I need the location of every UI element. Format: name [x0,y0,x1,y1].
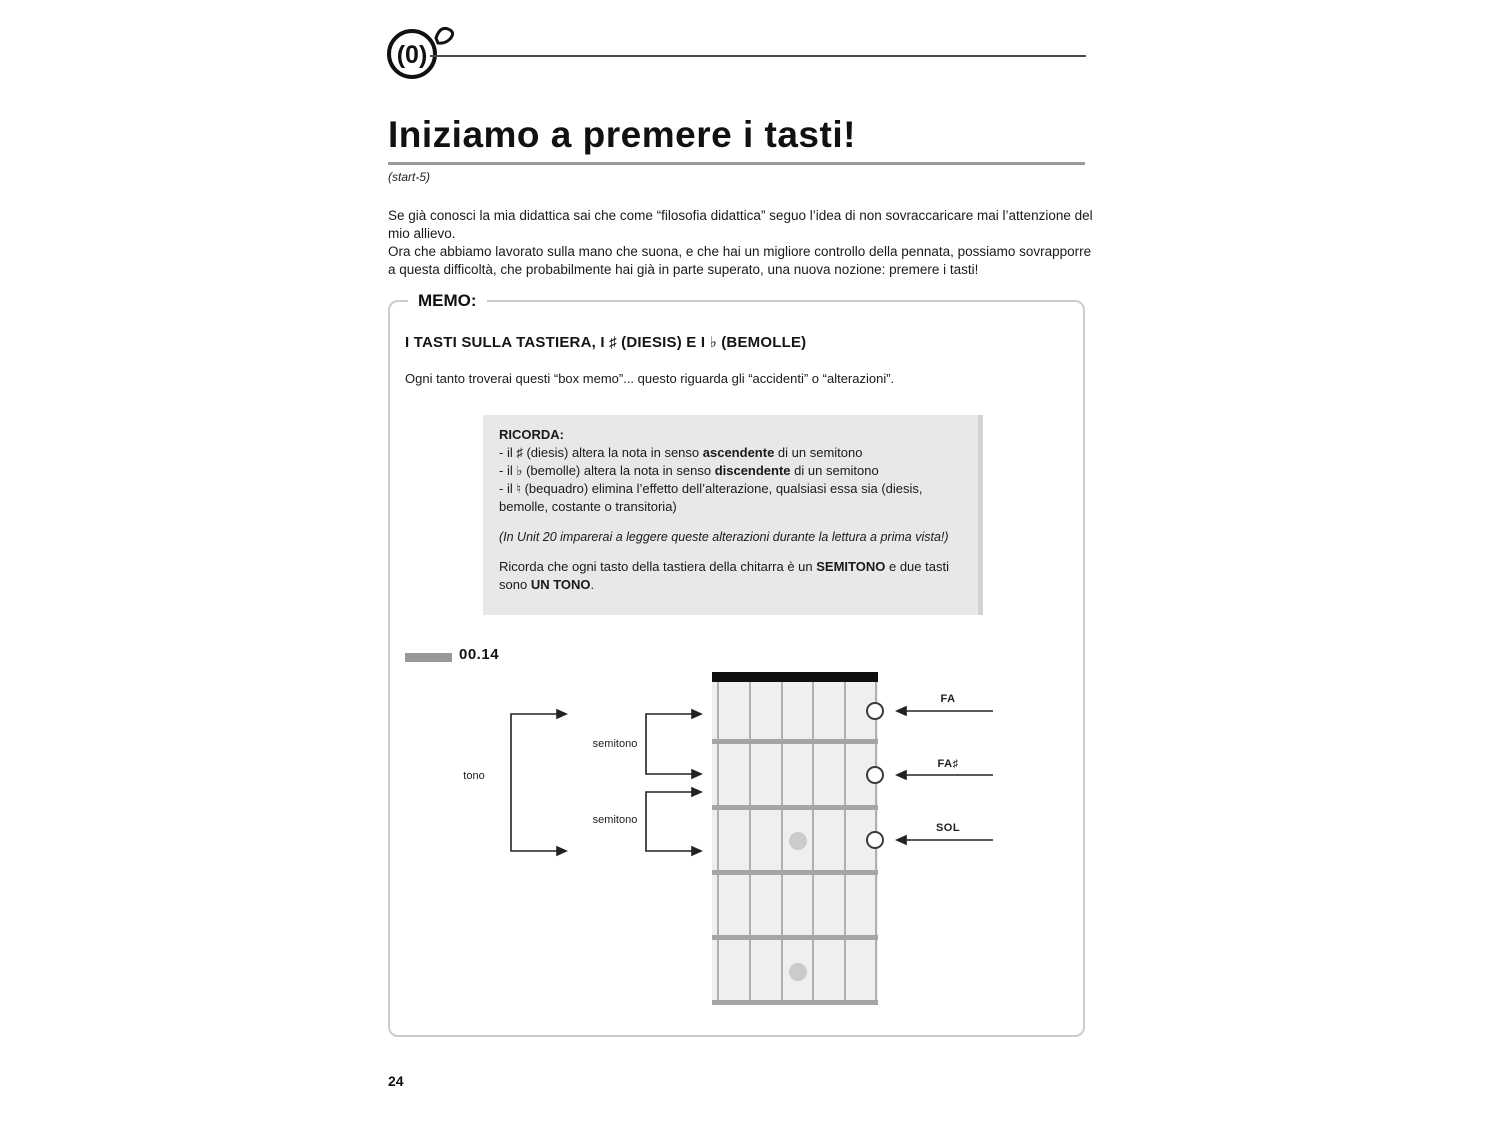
note-arrow-fa [897,707,993,715]
label-semitono-1: semitono [592,738,638,750]
intro-paragraph-1: Se già conosci la mia didattica sai che come “filosofia didattica” seguo l’idea di non sovraccaricare mai l’attenzione del mio allievo. [388,208,1093,241]
note-label-fa: FA [940,693,956,705]
ricorda-unit-note: (In Unit 20 imparerai a leggere queste alterazioni durante la lettura a prima vista!) [499,530,949,544]
track-marker-label: 00.14 [459,646,500,663]
note-marker-fa-sharp [867,767,883,783]
ricorda-closing: Ricorda che ogni tasto della tastiera della chitarra è un SEMITONO e due tasti sono UN TONO. [499,559,949,592]
ricorda-line-natural: - il ♮ (bequadro) elimina l’effetto dell’alterazione, qualsiasi essa sia (diesis, bemolle, costante o transitoria) [499,481,923,514]
ricorda-panel [483,415,983,615]
label-tono: tono [463,770,485,782]
ricorda-line-sharp: - il ♯ (diesis) altera la nota in senso ascendente di un semitono [499,445,863,460]
memo-box-label: MEMO: [408,291,487,311]
note-arrow-sol [897,836,993,844]
ricorda-line-flat: - il ♭ (bemolle) altera la nota in senso discendente di un semitono [499,463,879,478]
page-subtitle: (start-5) [388,170,430,184]
diagram-arrows [388,660,1088,1020]
guitar-logo-icon [384,22,468,82]
note-label-fa-sharp: FA♯ [937,758,959,770]
note-arrow-fa-sharp [897,771,993,779]
tone-bracket [511,710,566,855]
logo-text: (0) [396,41,428,69]
memo-intro-text: Ogni tanto troverai questi “box memo”... questo riguarda gli “accidenti” o “alterazioni”. [405,371,895,386]
intro-paragraphs [388,207,1093,279]
title-underline [388,162,1085,165]
intro-paragraph-2: Ora che abbiamo lavorato sulla mano che suona, e che hai un migliore controllo della pennata, possiamo sovrapporre a questa difficoltà, che probabilmente hai già in parte superato, una nuova nozione: premere i tasti! [388,244,1092,277]
semitone-bracket-1 [646,710,701,778]
note-label-sol: SOL [935,822,961,834]
label-semitono-2: semitono [592,814,638,826]
page-title: Iniziamo a premere i tasti! [388,114,856,155]
note-marker-sol [867,832,883,848]
ricorda-title: RICORDA: [499,427,564,442]
page-number: 24 [388,1073,404,1089]
semitone-bracket-2 [646,788,701,855]
memo-heading: I TASTI SULLA TASTIERA, I ♯ (DIESIS) E I ♭ (BEMOLLE) [405,334,807,351]
logo-horn [436,28,453,43]
header-rule [430,55,1086,57]
note-marker-fa [867,703,883,719]
